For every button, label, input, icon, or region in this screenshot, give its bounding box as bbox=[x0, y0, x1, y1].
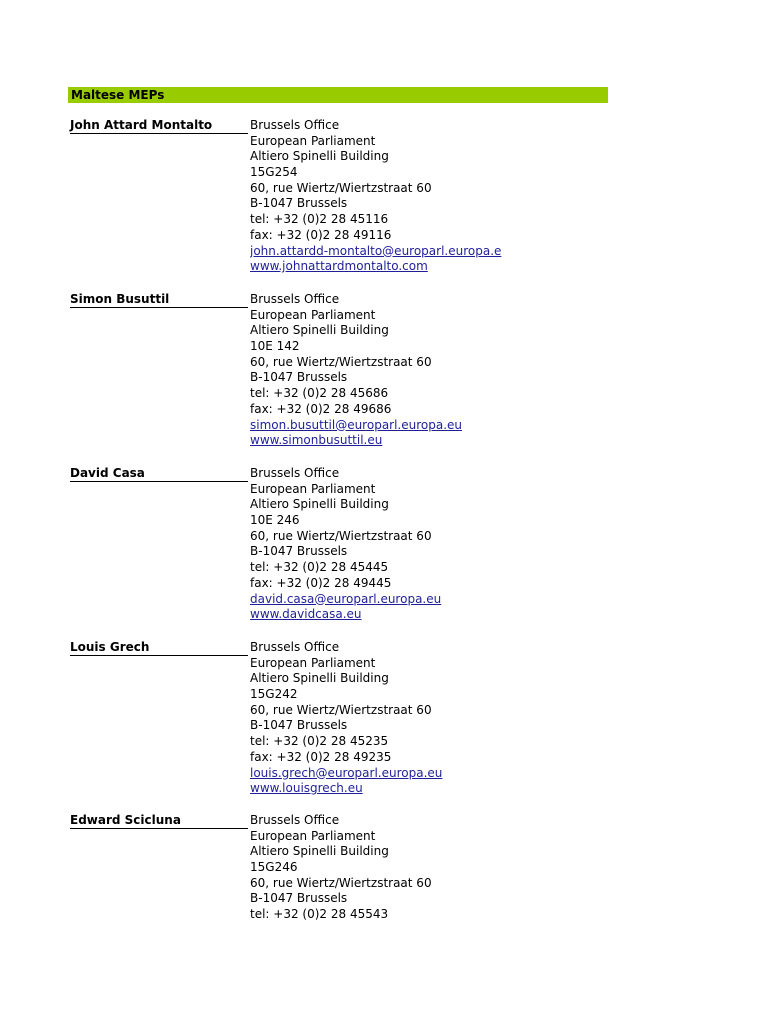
mep-address-block bbox=[250, 466, 540, 623]
street-address: 60, rue Wiertz/Wiertzstraat 60 bbox=[250, 528, 432, 543]
office-label: Brussels Office bbox=[250, 640, 340, 654]
mep-name: Edward Scicluna bbox=[70, 813, 248, 829]
mep-address-block bbox=[250, 640, 540, 797]
fax: fax: +32 (0)2 28 49235 bbox=[250, 749, 392, 764]
city: B-1047 Brussels bbox=[250, 891, 348, 906]
street-address: 60, rue Wiertz/Wiertzstraat 60 bbox=[250, 354, 432, 369]
mep-name: John Attard Montalto bbox=[70, 118, 248, 134]
website-link[interactable]: www.simonbusuttil.eu bbox=[250, 433, 383, 448]
room-number: 10E 142 bbox=[250, 339, 300, 354]
mep-address-block bbox=[250, 813, 540, 923]
section-header: Maltese MEPs bbox=[68, 87, 608, 103]
city: B-1047 Brussels bbox=[250, 544, 348, 559]
email-link[interactable]: louis.grech@europarl.europa.eu bbox=[250, 765, 443, 780]
mep-address-block bbox=[250, 118, 540, 275]
email-link[interactable]: john.attardd-montalto@europarl.europa.e bbox=[250, 243, 502, 258]
office-label: Brussels Office bbox=[250, 118, 340, 132]
institution: European Parliament bbox=[250, 481, 376, 496]
email-link[interactable]: simon.busuttil@europarl.europa.eu bbox=[250, 417, 463, 432]
office-label: Brussels Office bbox=[250, 466, 340, 480]
telephone: tel: +32 (0)2 28 45445 bbox=[250, 560, 389, 575]
building: Altiero Spinelli Building bbox=[250, 497, 389, 512]
mep-address-block bbox=[250, 292, 540, 449]
telephone: tel: +32 (0)2 28 45543 bbox=[250, 907, 389, 922]
city: B-1047 Brussels bbox=[250, 196, 348, 211]
mep-name: Louis Grech bbox=[70, 640, 248, 656]
street-address: 60, rue Wiertz/Wiertzstraat 60 bbox=[250, 702, 432, 717]
office-label: Brussels Office bbox=[250, 292, 340, 306]
website-link[interactable]: www.johnattardmontalto.com bbox=[250, 259, 428, 274]
institution: European Parliament bbox=[250, 828, 376, 843]
room-number: 15G242 bbox=[250, 687, 298, 702]
street-address: 60, rue Wiertz/Wiertzstraat 60 bbox=[250, 875, 432, 890]
room-number: 15G254 bbox=[250, 165, 298, 180]
fax: fax: +32 (0)2 28 49686 bbox=[250, 401, 392, 416]
fax: fax: +32 (0)2 28 49116 bbox=[250, 227, 392, 242]
street-address: 60, rue Wiertz/Wiertzstraat 60 bbox=[250, 180, 432, 195]
institution: European Parliament bbox=[250, 307, 376, 322]
room-number: 15G246 bbox=[250, 860, 298, 875]
telephone: tel: +32 (0)2 28 45686 bbox=[250, 386, 389, 401]
building: Altiero Spinelli Building bbox=[250, 671, 389, 686]
institution: European Parliament bbox=[250, 655, 376, 670]
building: Altiero Spinelli Building bbox=[250, 844, 389, 859]
city: B-1047 Brussels bbox=[250, 370, 348, 385]
telephone: tel: +32 (0)2 28 45116 bbox=[250, 212, 389, 227]
building: Altiero Spinelli Building bbox=[250, 323, 389, 338]
telephone: tel: +32 (0)2 28 45235 bbox=[250, 734, 389, 749]
fax: fax: +32 (0)2 28 49445 bbox=[250, 575, 392, 590]
room-number: 10E 246 bbox=[250, 513, 300, 528]
website-link[interactable]: www.davidcasa.eu bbox=[250, 607, 362, 622]
building: Altiero Spinelli Building bbox=[250, 149, 389, 164]
mep-name: Simon Busuttil bbox=[70, 292, 248, 308]
email-link[interactable]: david.casa@europarl.europa.eu bbox=[250, 591, 442, 606]
mep-name: David Casa bbox=[70, 466, 248, 482]
institution: European Parliament bbox=[250, 133, 376, 148]
website-link[interactable]: www.louisgrech.eu bbox=[250, 781, 363, 796]
office-label: Brussels Office bbox=[250, 813, 340, 827]
city: B-1047 Brussels bbox=[250, 718, 348, 733]
